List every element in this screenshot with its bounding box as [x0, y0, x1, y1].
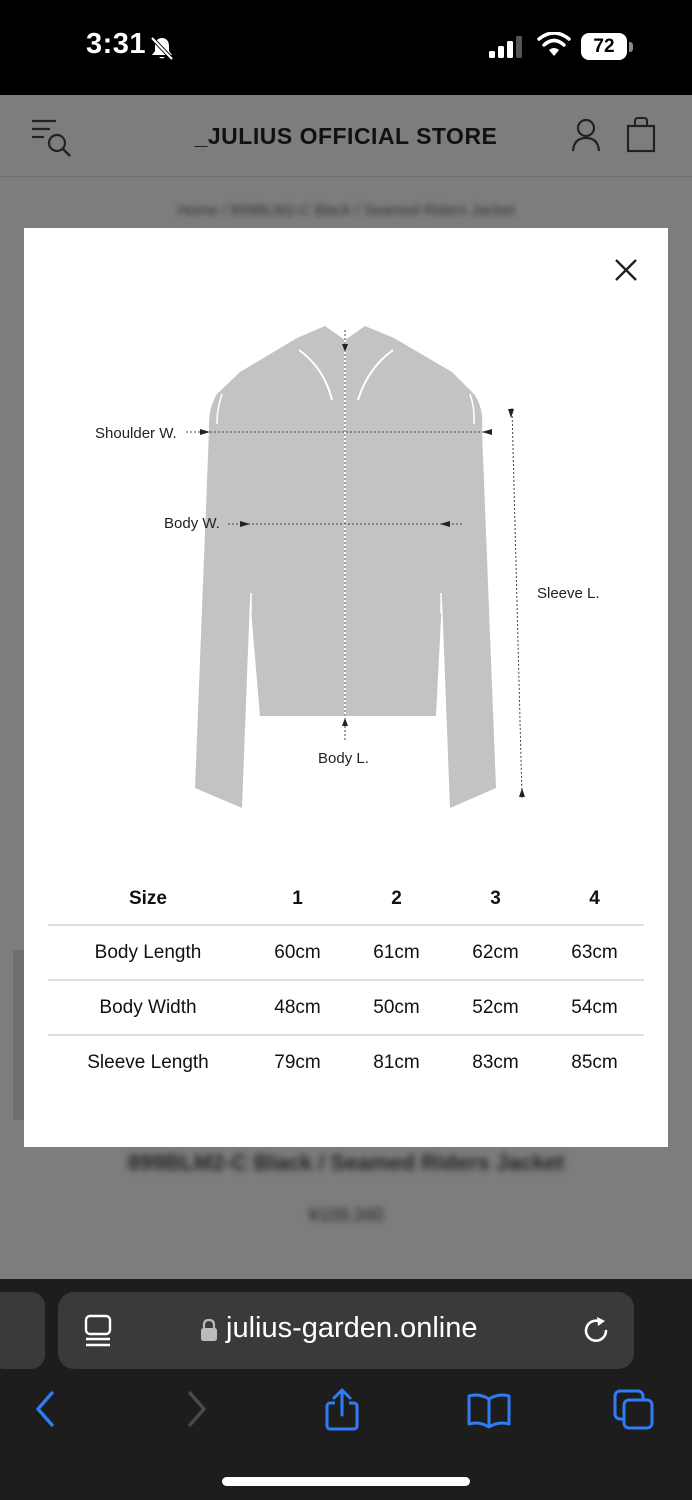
shopping-bag-icon[interactable]: [624, 117, 658, 153]
row-label: Sleeve Length: [48, 1035, 248, 1090]
account-icon[interactable]: [570, 117, 602, 153]
table-row: [48, 980, 644, 1035]
table-cell: 60cm: [248, 925, 347, 980]
forward-icon[interactable]: [176, 1387, 216, 1431]
status-time: 3:31: [86, 28, 147, 60]
reload-icon[interactable]: [580, 1314, 612, 1346]
bell-muted-icon: [148, 34, 176, 62]
table-row: [48, 1035, 644, 1090]
browser-toolbar: [0, 1279, 692, 1500]
wifi-icon: [537, 32, 571, 58]
size-header-1: 1: [292, 887, 303, 909]
page-menu-icon[interactable]: [84, 1314, 112, 1348]
table-cell: 85cm: [545, 1035, 644, 1090]
tabs-icon[interactable]: [612, 1387, 656, 1431]
table-cell: 50cm: [347, 980, 446, 1035]
address-bar[interactable]: [58, 1292, 634, 1369]
table-cell: 52cm: [446, 980, 545, 1035]
size-table-header: [48, 873, 644, 925]
battery-indicator: [581, 33, 633, 60]
back-icon[interactable]: [26, 1387, 66, 1431]
table-cell: 61cm: [347, 925, 446, 980]
body-width-label: Body W.: [164, 515, 220, 532]
background-breadcrumb: Home / 899BLM2-C Black / Seamed Riders Jacket: [177, 202, 515, 219]
size-header-2: 2: [391, 887, 402, 909]
shoulder-width-label: Shoulder W.: [95, 425, 177, 442]
previous-tab-preview[interactable]: [0, 1292, 45, 1369]
shoulder-width-arrow-right: [482, 429, 492, 435]
size-header-4: 4: [589, 887, 600, 909]
table-cell: 63cm: [545, 925, 644, 980]
sleeve-length-measure-line: [512, 408, 522, 798]
battery-cap: [629, 42, 633, 52]
sleeve-length-arrow-top: [508, 409, 514, 418]
table-row: [48, 925, 644, 980]
cellular-signal-icon: [489, 36, 523, 58]
size-table: [48, 873, 644, 1090]
row-label: Body Length: [48, 925, 248, 980]
share-icon[interactable]: [322, 1387, 362, 1431]
url-text[interactable]: julius-garden.online: [226, 1312, 478, 1344]
site-header: [0, 95, 692, 177]
table-cell: 62cm: [446, 925, 545, 980]
table-cell: 81cm: [347, 1035, 446, 1090]
table-cell: 48cm: [248, 980, 347, 1035]
battery-level: 72: [581, 33, 627, 60]
size-header-label: Size: [128, 887, 168, 909]
sleeve-length-arrow-bottom: [519, 788, 525, 797]
close-icon[interactable]: [612, 256, 640, 284]
table-cell: 79cm: [248, 1035, 347, 1090]
body-length-label: Body L.: [318, 750, 369, 767]
size-header-3: 3: [490, 887, 501, 909]
row-label: Body Width: [48, 980, 248, 1035]
shoulder-width-arrow-left: [200, 429, 210, 435]
background-product-title: 899BLM2-C Black / Seamed Riders Jacket: [127, 1150, 565, 1175]
jacket-measurement-diagram: [24, 308, 668, 848]
table-cell: 54cm: [545, 980, 644, 1035]
lock-icon: [200, 1318, 218, 1342]
status-bar: [0, 0, 692, 95]
body-length-arrow-bottom: [342, 718, 348, 726]
store-title[interactable]: _JULIUS OFFICIAL STORE: [194, 123, 498, 149]
background-product-price: ¥109,340: [308, 1205, 384, 1225]
bookmarks-icon[interactable]: [466, 1387, 512, 1431]
table-cell: 83cm: [446, 1035, 545, 1090]
sleeve-length-label: Sleeve L.: [537, 585, 600, 602]
home-indicator[interactable]: [222, 1477, 470, 1486]
size-guide-modal: [24, 228, 668, 1147]
